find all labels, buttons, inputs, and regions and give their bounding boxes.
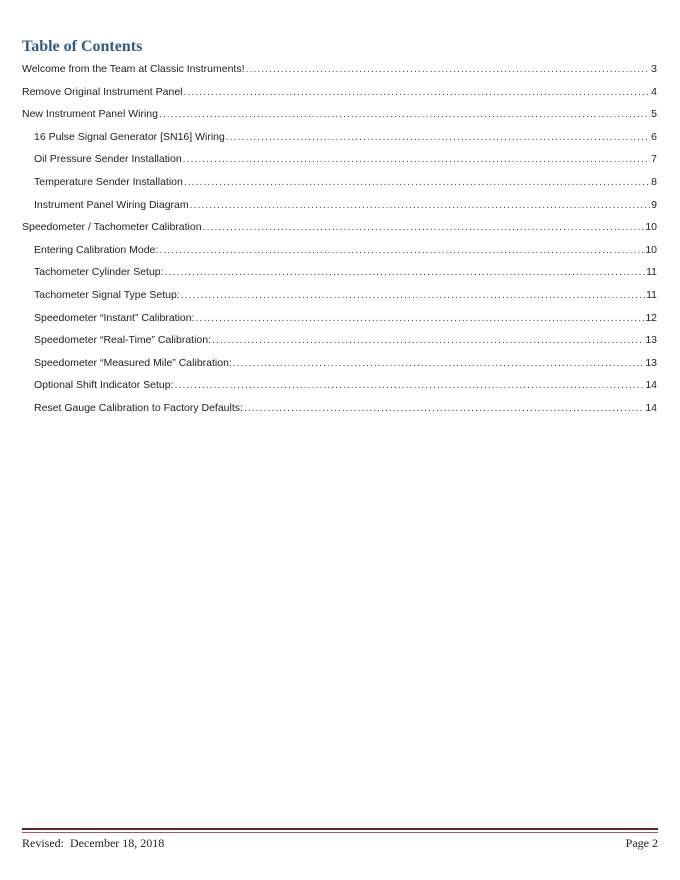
toc-leader-dots [184, 175, 650, 189]
toc-leader-dots [233, 356, 644, 370]
revised-date: Revised: December 18, 2018 [22, 836, 165, 850]
toc-entry-page: 10 [645, 221, 657, 234]
toc-leader-dots [226, 130, 650, 144]
toc-leader-dots [159, 243, 644, 257]
toc-entry-page: 9 [651, 198, 657, 211]
footer-rule [22, 828, 658, 830]
toc-entry-page: 5 [651, 108, 657, 121]
toc-entry-page: 4 [651, 85, 657, 98]
toc-leader-dots [159, 107, 650, 121]
toc-entry-label: Tachometer Signal Type Setup: [34, 288, 180, 301]
toc-leader-dots [212, 333, 644, 347]
toc-leader-dots [246, 62, 651, 76]
toc-entry-label: New Instrument Panel Wiring [22, 108, 158, 121]
toc-leader-dots [196, 311, 645, 325]
toc-title: Table of Contents [22, 38, 143, 55]
page-number: Page 2 [625, 836, 658, 850]
toc-leader-dots [203, 220, 645, 234]
toc-entry-label: Speedometer / Tachometer Calibration [22, 221, 202, 234]
toc-leader-dots [184, 85, 651, 99]
toc-entry-label: Instrument Panel Wiring Diagram [34, 198, 189, 211]
toc-entry-page: 11 [646, 288, 657, 301]
toc-entry-label: Oil Pressure Sender Installation [34, 153, 182, 166]
table-of-contents [22, 62, 657, 424]
toc-entry-label: Remove Original Instrument Panel [22, 85, 183, 98]
toc-entry-page: 13 [645, 334, 657, 347]
toc-entry-label: Temperature Sender Installation [34, 175, 183, 188]
toc-entry-page: 3 [651, 63, 657, 75]
toc-entry[interactable] [22, 311, 657, 334]
toc-entry-page: 8 [651, 175, 657, 188]
toc-entry-label: Speedometer “Real-Time” Calibration: [34, 334, 212, 347]
toc-entry[interactable] [22, 356, 657, 379]
toc-leader-dots [175, 378, 645, 392]
toc-entry[interactable] [22, 175, 657, 198]
toc-entry-page: 14 [645, 401, 657, 414]
toc-entry[interactable] [22, 288, 657, 311]
toc-entry-label: Entering Calibration Mode: [34, 243, 159, 256]
toc-leader-dots [181, 288, 645, 302]
toc-entry[interactable] [22, 333, 657, 356]
toc-entry-page: 11 [646, 266, 657, 279]
toc-entry[interactable] [22, 265, 657, 288]
toc-entry-label: Optional Shift Indicator Setup: [34, 379, 174, 392]
toc-entry-label: Reset Gauge Calibration to Factory Defaults: [34, 401, 243, 414]
toc-entry[interactable] [22, 152, 657, 175]
toc-entry-page: 12 [645, 311, 657, 324]
toc-entry[interactable] [22, 107, 657, 130]
footer-rule-thin [22, 832, 658, 833]
toc-entry-page: 6 [651, 130, 657, 143]
toc-leader-dots [190, 198, 651, 212]
toc-entry[interactable] [22, 85, 657, 108]
toc-leader-dots [244, 401, 644, 415]
toc-entry-page: 14 [645, 379, 657, 392]
toc-entry-page: 10 [645, 243, 657, 256]
toc-entry-page: 13 [645, 356, 657, 369]
toc-entry[interactable] [22, 401, 657, 424]
toc-entry[interactable] [22, 378, 657, 401]
toc-entry[interactable] [22, 220, 657, 243]
toc-entry[interactable] [22, 130, 657, 153]
toc-entry[interactable] [22, 198, 657, 221]
toc-leader-dots [165, 265, 646, 279]
toc-entry-page: 7 [651, 153, 657, 166]
toc-leader-dots [183, 152, 651, 166]
toc-entry-label: Speedometer “Instant” Calibration: [34, 311, 195, 324]
page-footer [22, 836, 658, 851]
toc-entry[interactable] [22, 243, 657, 266]
toc-entry-label: 16 Pulse Signal Generator [SN16] Wiring [34, 130, 225, 143]
toc-entry[interactable] [22, 62, 657, 85]
toc-entry-label: Welcome from the Team at Classic Instruments! [22, 63, 245, 75]
toc-entry-label: Speedometer “Measured Mile” Calibration: [34, 356, 232, 369]
toc-entry-label: Tachometer Cylinder Setup: [34, 266, 164, 279]
